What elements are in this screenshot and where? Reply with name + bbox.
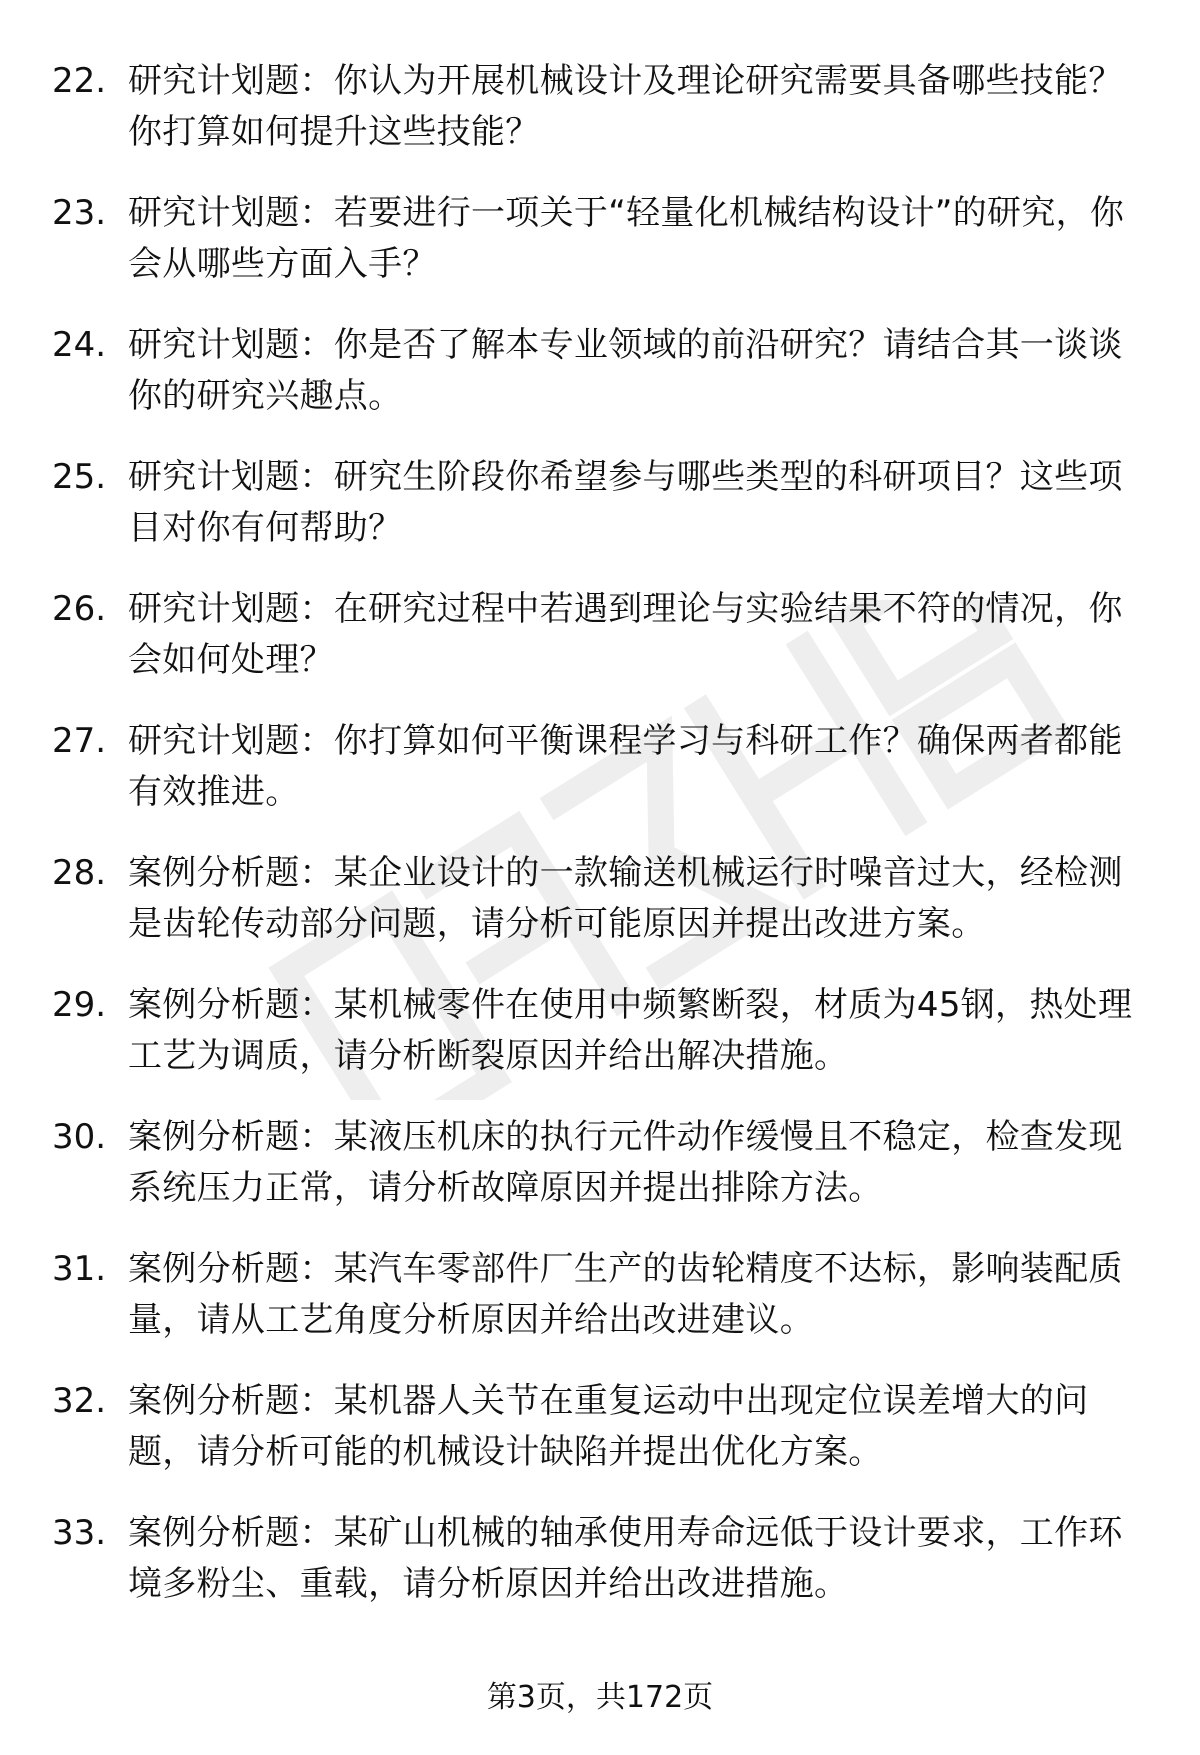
list-item: [0, 1244, 1200, 1376]
list-item: [0, 584, 1200, 716]
question-text: 研究计划题：你打算如何平衡课程学习与科研工作？确保两者都能有效推进。: [128, 721, 1123, 812]
question-text: 案例分析题：某机械零件在使用中频繁断裂，材质为45钢，热处理工艺为调质，请分析断裂原因并给出解决措施。: [128, 985, 1133, 1076]
question-text: 案例分析题：某企业设计的一款输送机械运行时噪音过大，经检测是齿轮传动部分问题，请分析可能原因并提出改进方案。: [128, 853, 1123, 944]
question-text: 研究计划题：在研究过程中若遇到理论与实验结果不符的情况，你会如何处理？: [128, 589, 1123, 680]
question-number: 28.: [52, 853, 107, 893]
question-list: [0, 56, 1200, 1640]
question-text: 研究计划题：若要进行一项关于“轻量化机械结构设计”的研究，你会从哪些方面入手？: [128, 193, 1125, 284]
question-text: 研究计划题：你认为开展机械设计及理论研究需要具备哪些技能？你打算如何提升这些技能？: [128, 61, 1123, 152]
list-item: [0, 452, 1200, 584]
question-number: 25.: [52, 457, 107, 497]
question-number: 23.: [52, 193, 107, 233]
list-item: [0, 56, 1200, 188]
question-number: 26.: [52, 589, 107, 629]
list-item: [0, 980, 1200, 1112]
list-item: [0, 1112, 1200, 1244]
list-item: [0, 320, 1200, 452]
question-number: 22.: [52, 61, 107, 101]
question-text: 案例分析题：某汽车零部件厂生产的齿轮精度不达标，影响装配质量，请从工艺角度分析原因并给出改进建议。: [128, 1249, 1123, 1340]
question-text: 案例分析题：某机器人关节在重复运动中出现定位误差增大的问题，请分析可能的机械设计缺陷并提出优化方案。: [128, 1381, 1089, 1472]
list-item: [0, 1376, 1200, 1508]
question-number: 32.: [52, 1381, 107, 1421]
question-text: 研究计划题：研究生阶段你希望参与哪些类型的科研项目？这些项目对你有何帮助？: [128, 457, 1123, 548]
question-number: 30.: [52, 1117, 107, 1157]
question-number: 27.: [52, 721, 107, 761]
question-text: 研究计划题：你是否了解本专业领域的前沿研究？请结合其一谈谈你的研究兴趣点。: [128, 325, 1123, 416]
question-text: 案例分析题：某矿山机械的轴承使用寿命远低于设计要求，工作环境多粉尘、重载，请分析原因并给出改进措施。: [128, 1513, 1123, 1604]
question-number: 31.: [52, 1249, 107, 1289]
list-item: [0, 848, 1200, 980]
question-number: 24.: [52, 325, 107, 365]
list-item: [0, 188, 1200, 320]
question-text: 案例分析题：某液压机床的执行元件动作缓慢且不稳定，检查发现系统压力正常，请分析故障原因并提出排除方法。: [128, 1117, 1123, 1208]
list-item: [0, 716, 1200, 848]
page-footer: 第3页，共172页: [486, 1680, 714, 1715]
question-number: 29.: [52, 985, 107, 1025]
question-number: 33.: [52, 1513, 107, 1553]
list-item: [0, 1508, 1200, 1640]
